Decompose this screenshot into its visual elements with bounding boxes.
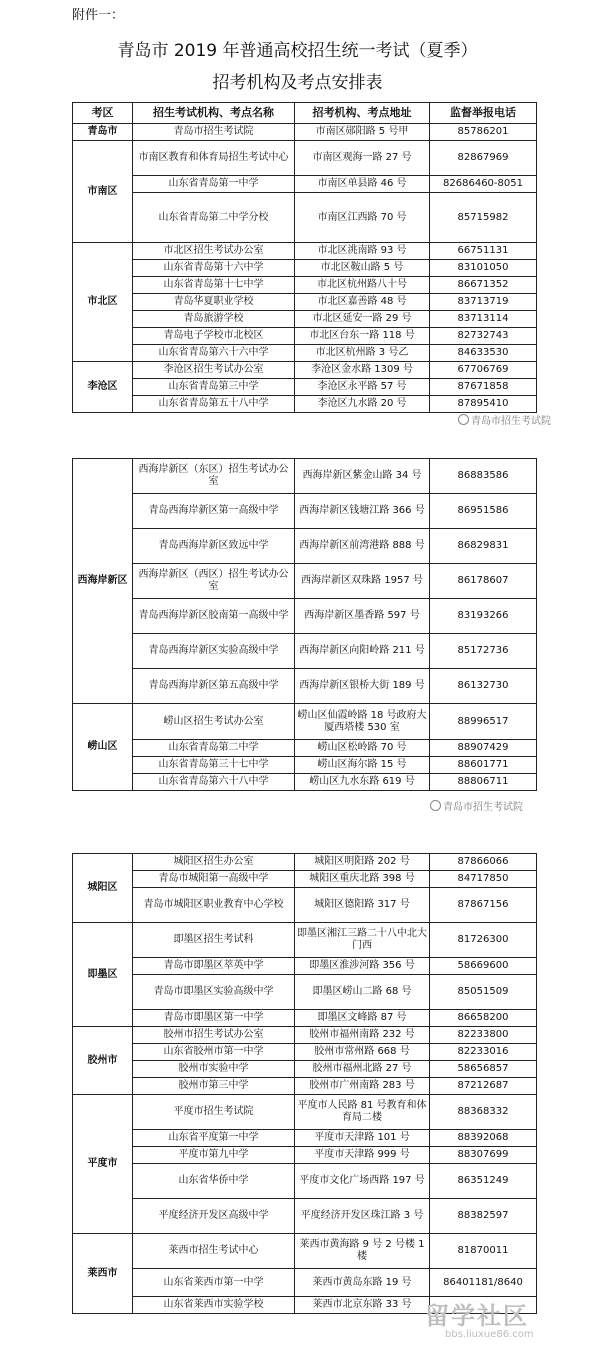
address-cell: 市北区嘉善路 48 号 <box>295 294 430 311</box>
institution-name-cell: 青岛西海岸新区致远中学 <box>133 529 295 564</box>
institution-name-cell: 西海岸新区（西区）招生考试办公室 <box>133 564 295 599</box>
header-address: 招考机构、考点地址 <box>295 103 430 124</box>
address-cell: 即墨区淮涉河路 356 号 <box>295 958 430 975</box>
institution-name-cell: 即墨区招生考试科 <box>133 923 295 958</box>
address-cell: 城阳区明阳路 202 号 <box>295 854 430 871</box>
hotline-cell: 87867156 <box>430 888 537 923</box>
address-cell: 莱西市黄海路 9 号 2 号楼 1 楼 <box>295 1234 430 1269</box>
address-cell: 即墨区崂山二路 68 号 <box>295 975 430 1010</box>
table-row <box>73 975 537 1010</box>
table-row <box>73 1078 537 1095</box>
institution-name-cell: 胶州市第三中学 <box>133 1078 295 1095</box>
address-cell: 市北区延安一路 29 号 <box>295 311 430 328</box>
hotline-cell: 86671352 <box>430 277 537 294</box>
district-cell: 青岛市 <box>73 124 133 141</box>
table-row <box>73 599 537 634</box>
hotline-cell: 83101050 <box>430 260 537 277</box>
district-cell: 李沧区 <box>73 362 133 413</box>
address-cell: 市南区观海一路 27 号 <box>295 141 430 176</box>
table-row <box>73 1027 537 1044</box>
district-cell: 胶州市 <box>73 1027 133 1095</box>
address-cell: 西海岸新区前湾港路 888 号 <box>295 529 430 564</box>
institution-name-cell: 山东省青岛第二中学 <box>133 740 295 757</box>
hotline-cell: 88996517 <box>430 704 537 740</box>
hotline-cell: 81870011 <box>430 1234 537 1269</box>
address-cell: 西海岸新区墨香路 597 号 <box>295 599 430 634</box>
hotline-cell: 85786201 <box>430 124 537 141</box>
table-row <box>73 923 537 958</box>
watermark-text: 青岛市招生考试院 <box>471 416 551 427</box>
hotline-cell: 86401181/8640 <box>430 1269 537 1297</box>
document-title: 青岛市 2019 年普通高校招生统一考试（夏季） <box>117 41 478 61</box>
address-cell: 市北区杭州路 3 号乙 <box>295 345 430 362</box>
table-row <box>73 888 537 923</box>
institution-name-cell: 青岛西海岸新区实验高级中学 <box>133 634 295 669</box>
institution-name-cell: 青岛西海岸新区胶南第一高级中学 <box>133 599 295 634</box>
institution-name-cell: 山东省青岛第十七中学 <box>133 277 295 294</box>
institution-name-cell: 山东省青岛第五十八中学 <box>133 396 295 413</box>
wechat-icon <box>458 414 469 425</box>
address-cell: 平度市天津路 999 号 <box>295 1147 430 1164</box>
district-cell: 城阳区 <box>73 854 133 923</box>
address-cell: 胶州市福州南路 232 号 <box>295 1027 430 1044</box>
hotline-cell: 66751131 <box>430 243 537 260</box>
address-cell: 胶州市广州南路 283 号 <box>295 1078 430 1095</box>
table-row <box>73 1061 537 1078</box>
institution-name-cell: 山东省青岛第六十八中学 <box>133 774 295 791</box>
corner-logo <box>425 1296 595 1340</box>
institution-name-cell: 李沧区招生考试办公室 <box>133 362 295 379</box>
hotline-cell: 86883586 <box>430 459 537 494</box>
hotline-cell: 58669600 <box>430 958 537 975</box>
table-row <box>73 757 537 774</box>
district-cell: 即墨区 <box>73 923 133 1027</box>
institution-name-cell: 山东省华侨中学 <box>133 1164 295 1199</box>
watermark-text: 青岛市招生考试院 <box>443 802 523 813</box>
hotline-cell: 87671858 <box>430 379 537 396</box>
corner-logo-url: bbs.liuxue86.com <box>445 1329 534 1340</box>
district-cell: 崂山区 <box>73 704 133 791</box>
table-row <box>73 704 537 740</box>
table-row <box>73 1010 537 1027</box>
table-row <box>73 1164 537 1199</box>
district-cell: 市北区 <box>73 243 133 362</box>
address-cell: 市北区杭州路八十号 <box>295 277 430 294</box>
hotline-cell: 87866066 <box>430 854 537 871</box>
address-cell: 城阳区德阳路 317 号 <box>295 888 430 923</box>
institution-name-cell: 青岛市城阳第一高级中学 <box>133 871 295 888</box>
address-cell: 李沧区永平路 57 号 <box>295 379 430 396</box>
address-cell: 西海岸新区钱塘江路 366 号 <box>295 494 430 529</box>
table-row <box>73 176 537 193</box>
header-hotline: 监督举报电话 <box>430 103 537 124</box>
hotline-cell: 84633530 <box>430 345 537 362</box>
address-cell: 城阳区重庆北路 398 号 <box>295 871 430 888</box>
table-row <box>73 529 537 564</box>
hotline-cell: 83193266 <box>430 599 537 634</box>
address-cell: 崂山区仙霞岭路 18 号政府大厦西塔楼 530 室 <box>295 704 430 740</box>
hotline-cell: 86351249 <box>430 1164 537 1199</box>
institution-name-cell: 西海岸新区（东区）招生考试办公室 <box>133 459 295 494</box>
institution-name-cell: 山东省莱西市实验学校 <box>133 1297 295 1314</box>
hotline-cell: 88601771 <box>430 757 537 774</box>
hotline-cell: 82233016 <box>430 1044 537 1061</box>
institution-name-cell: 山东省青岛第二中学分校 <box>133 193 295 243</box>
address-cell: 胶州市福州北路 27 号 <box>295 1061 430 1078</box>
institution-name-cell: 山东省平度第一中学 <box>133 1130 295 1147</box>
address-cell: 平度市文化广场西路 197 号 <box>295 1164 430 1199</box>
table-row <box>73 328 537 345</box>
hotline-cell: 67706769 <box>430 362 537 379</box>
hotline-cell: 82233800 <box>430 1027 537 1044</box>
address-cell: 李沧区金水路 1309 号 <box>295 362 430 379</box>
hotline-cell: 83713719 <box>430 294 537 311</box>
address-cell: 平度市天津路 101 号 <box>295 1130 430 1147</box>
hotline-cell: 85172736 <box>430 634 537 669</box>
hotline-cell: 58656857 <box>430 1061 537 1078</box>
table-row <box>73 564 537 599</box>
address-cell: 即墨区湘江三路二十八中北大门西 <box>295 923 430 958</box>
institution-name-cell: 平度市第九中学 <box>133 1147 295 1164</box>
address-cell: 崂山区九水东路 619 号 <box>295 774 430 791</box>
table-row <box>73 193 537 243</box>
district-cell: 市南区 <box>73 141 133 243</box>
table-row <box>73 740 537 757</box>
exam-sites-table-part-2 <box>72 458 537 791</box>
table-row <box>73 871 537 888</box>
hotline-cell: 88907429 <box>430 740 537 757</box>
institution-name-cell: 山东省莱西市第一中学 <box>133 1269 295 1297</box>
institution-name-cell: 青岛华夏职业学校 <box>133 294 295 311</box>
institution-name-cell: 青岛市城阳区职业教育中心学校 <box>133 888 295 923</box>
table-row <box>73 1095 537 1130</box>
institution-name-cell: 城阳区招生办公室 <box>133 854 295 871</box>
hotline-cell: 88392068 <box>430 1130 537 1147</box>
address-cell: 平度市人民路 81 号教育和体育局二楼 <box>295 1095 430 1130</box>
institution-name-cell: 崂山区招生考试办公室 <box>133 704 295 740</box>
hotline-cell: 88307699 <box>430 1147 537 1164</box>
hotline-cell: 82686460-8051 <box>430 176 537 193</box>
table-row <box>73 854 537 871</box>
table-row <box>73 1044 537 1061</box>
district-cell: 平度市 <box>73 1095 133 1234</box>
corner-logo-text: 留学社区 <box>425 1302 529 1330</box>
hotline-cell: 86658200 <box>430 1010 537 1027</box>
institution-name-cell: 青岛西海岸新区第一高级中学 <box>133 494 295 529</box>
table-row <box>73 1130 537 1147</box>
institution-name-cell: 胶州市实验中学 <box>133 1061 295 1078</box>
institution-name-cell: 山东省胶州市第一中学 <box>133 1044 295 1061</box>
institution-name-cell: 青岛电子学校市北校区 <box>133 328 295 345</box>
address-cell: 西海岸新区向阳岭路 211 号 <box>295 634 430 669</box>
institution-name-cell: 山东省青岛第三十七中学 <box>133 757 295 774</box>
address-cell: 平度经济开发区珠江路 3 号 <box>295 1199 430 1234</box>
hotline-cell: 88368332 <box>430 1095 537 1130</box>
institution-name-cell: 青岛市即墨区实验高级中学 <box>133 975 295 1010</box>
hotline-cell: 82732743 <box>430 328 537 345</box>
table-row <box>73 362 537 379</box>
hotline-cell: 88382597 <box>430 1199 537 1234</box>
institution-name-cell: 平度市招生考试院 <box>133 1095 295 1130</box>
district-cell: 莱西市 <box>73 1234 133 1314</box>
address-cell: 即墨区文峰路 87 号 <box>295 1010 430 1027</box>
watermark <box>458 412 551 427</box>
institution-name-cell: 山东省青岛第一中学 <box>133 176 295 193</box>
address-cell: 崂山区海尔路 15 号 <box>295 757 430 774</box>
hotline-cell: 86951586 <box>430 494 537 529</box>
hotline-cell: 85051509 <box>430 975 537 1010</box>
exam-sites-table-part-3 <box>72 853 537 1314</box>
table-row <box>73 1234 537 1269</box>
table-row <box>73 379 537 396</box>
hotline-cell: 87212687 <box>430 1078 537 1095</box>
address-cell: 市北区台东一路 118 号 <box>295 328 430 345</box>
table-row <box>73 958 537 975</box>
institution-name-cell: 山东省青岛第六十六中学 <box>133 345 295 362</box>
table-row <box>73 1269 537 1297</box>
address-cell: 西海岸新区紫金山路 34 号 <box>295 459 430 494</box>
hotline-cell: 87895410 <box>430 396 537 413</box>
exam-sites-table-part-1 <box>72 102 537 413</box>
address-cell: 市南区单县路 46 号 <box>295 176 430 193</box>
table-row <box>73 277 537 294</box>
table-row <box>73 1147 537 1164</box>
table-row <box>73 774 537 791</box>
address-cell: 崂山区松岭路 70 号 <box>295 740 430 757</box>
institution-name-cell: 山东省青岛第三中学 <box>133 379 295 396</box>
address-cell: 西海岸新区双珠路 1957 号 <box>295 564 430 599</box>
document-subtitle: 招考机构及考点安排表 <box>212 73 383 93</box>
address-cell: 市北区鞍山路 5 号 <box>295 260 430 277</box>
address-cell: 李沧区九水路 20 号 <box>295 396 430 413</box>
district-cell: 西海岸新区 <box>73 459 133 704</box>
header-district: 考区 <box>73 103 133 124</box>
header-institution-name: 招生考试机构、考点名称 <box>133 103 295 124</box>
table-row <box>73 345 537 362</box>
table-row <box>73 124 537 141</box>
table-row <box>73 260 537 277</box>
hotline-cell: 85715982 <box>430 193 537 243</box>
address-cell: 西海岸新区银桥大街 189 号 <box>295 669 430 704</box>
hotline-cell: 86178607 <box>430 564 537 599</box>
institution-name-cell: 市南区教育和体育局招生考试中心 <box>133 141 295 176</box>
table-row <box>73 311 537 328</box>
table-row <box>73 243 537 260</box>
wechat-icon <box>430 800 441 811</box>
watermark <box>430 798 523 813</box>
table-row <box>73 141 537 176</box>
institution-name-cell: 青岛市即墨区萃英中学 <box>133 958 295 975</box>
institution-name-cell: 平度经济开发区高级中学 <box>133 1199 295 1234</box>
hotline-cell: 86132730 <box>430 669 537 704</box>
hotline-cell: 88806711 <box>430 774 537 791</box>
table-row <box>73 634 537 669</box>
table-row <box>73 294 537 311</box>
institution-name-cell: 山东省青岛第十六中学 <box>133 260 295 277</box>
hotline-cell: 82867969 <box>430 141 537 176</box>
table-row <box>73 494 537 529</box>
hotline-cell: 84717850 <box>430 871 537 888</box>
attachment-label: 附件一： <box>72 8 125 23</box>
institution-name-cell: 青岛市招生考试院 <box>133 124 295 141</box>
address-cell: 莱西市北京东路 33 号 <box>295 1297 430 1314</box>
institution-name-cell: 市北区招生考试办公室 <box>133 243 295 260</box>
institution-name-cell: 青岛市即墨区第一中学 <box>133 1010 295 1027</box>
hotline-cell: 81726300 <box>430 923 537 958</box>
table-row <box>73 1199 537 1234</box>
institution-name-cell: 莱西市招生考试中心 <box>133 1234 295 1269</box>
address-cell: 莱西市黄岛东路 19 号 <box>295 1269 430 1297</box>
table-row <box>73 459 537 494</box>
address-cell: 胶州市常州路 668 号 <box>295 1044 430 1061</box>
hotline-cell: 86829831 <box>430 529 537 564</box>
institution-name-cell: 青岛西海岸新区第五高级中学 <box>133 669 295 704</box>
address-cell: 市南区郧阳路 5 号甲 <box>295 124 430 141</box>
address-cell: 市北区洮南路 93 号 <box>295 243 430 260</box>
table-header-row <box>73 103 537 124</box>
institution-name-cell: 胶州市招生考试办公室 <box>133 1027 295 1044</box>
table-row <box>73 669 537 704</box>
institution-name-cell: 青岛旅游学校 <box>133 311 295 328</box>
address-cell: 市南区江西路 70 号 <box>295 193 430 243</box>
table-row <box>73 396 537 413</box>
hotline-cell: 83713114 <box>430 311 537 328</box>
